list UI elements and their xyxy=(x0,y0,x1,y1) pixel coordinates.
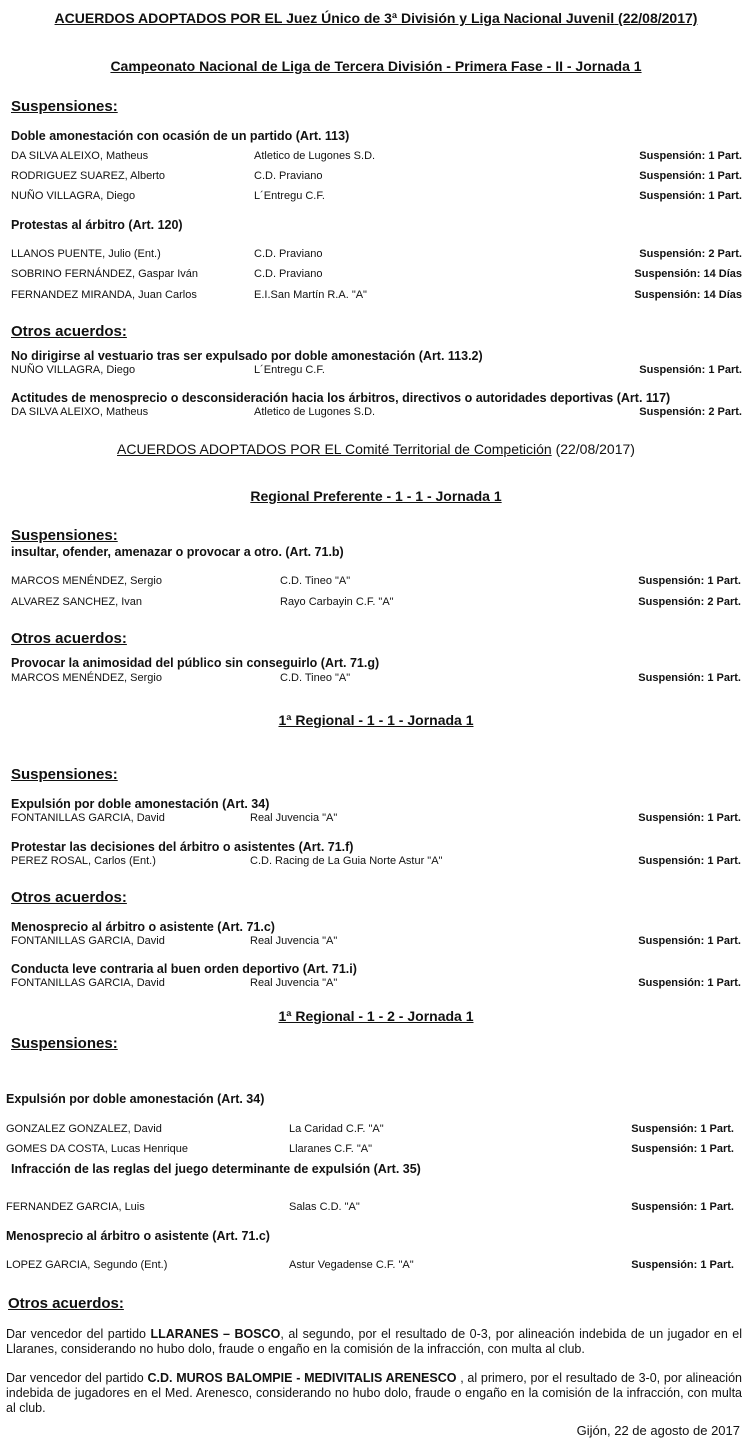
main-title-juez-date: (22/08/2017) xyxy=(618,10,698,26)
suspension-value: Suspensión: 1 Part. xyxy=(638,977,741,989)
player-name: SOBRINO FERNÁNDEZ, Gaspar Iván xyxy=(11,268,199,280)
player-name: FERNANDEZ MIRANDA, Juan Carlos xyxy=(11,289,197,301)
match-name: C.D. MUROS BALOMPIE - MEDIVITALIS ARENESCO xyxy=(147,1371,457,1385)
suspension-value: Suspensión: 1 Part. xyxy=(639,190,742,202)
team-name: Atletico de Lugones S.D. xyxy=(254,406,376,418)
main-title-comite-date: (22/08/2017) xyxy=(555,441,635,457)
resolution-text: Dar vencedor del partido xyxy=(6,1371,148,1385)
article-heading: Protestar las decisiones del árbitro o asistentes (Art. 71.f) xyxy=(11,840,354,854)
suspension-value: Suspensión: 1 Part. xyxy=(639,150,742,162)
resolution-paragraph xyxy=(6,1371,742,1416)
player-name: LLANOS PUENTE, Julio (Ent.) xyxy=(11,248,161,260)
section-otros-acuerdos: Otros acuerdos: xyxy=(11,889,127,906)
article-heading: insultar, ofender, amenazar o provocar a otro. (Art. 71.b) xyxy=(11,545,344,559)
match-name: LLARANES – BOSCO xyxy=(150,1327,281,1341)
player-name: GONZALEZ GONZALEZ, David xyxy=(6,1123,162,1135)
team-name: C.D. Praviano xyxy=(254,170,323,182)
article-heading: Expulsión por doble amonestación (Art. 34) xyxy=(11,797,270,811)
suspension-value: Suspensión: 1 Part. xyxy=(638,575,741,587)
suspension-value: Suspensión: 1 Part. xyxy=(631,1123,734,1135)
player-name: PEREZ ROSAL, Carlos (Ent.) xyxy=(11,855,156,867)
suspension-value: Suspensión: 2 Part. xyxy=(639,248,742,260)
suspension-value: Suspensión: 1 Part. xyxy=(631,1201,734,1213)
player-name: FONTANILLAS GARCIA, David xyxy=(11,812,165,824)
player-name: FONTANILLAS GARCIA, David xyxy=(11,935,165,947)
player-name: DA SILVA ALEIXO, Matheus xyxy=(11,406,149,418)
team-name: Llaranes C.F. "A" xyxy=(289,1143,373,1155)
section-suspensiones: Suspensiones: xyxy=(11,1035,118,1052)
team-name: Astur Vegadense C.F. "A" xyxy=(289,1259,414,1271)
section-suspensiones: Suspensiones: xyxy=(11,527,118,544)
player-name: MARCOS MENÉNDEZ, Sergio xyxy=(11,672,162,684)
team-name: C.D. Tineo "A" xyxy=(280,672,351,684)
suspension-value: Suspensión: 1 Part. xyxy=(631,1259,734,1271)
suspension-value: Suspensión: 1 Part. xyxy=(639,364,742,376)
article-heading: Menosprecio al árbitro o asistente (Art. 71.c) xyxy=(6,1229,270,1243)
team-name: La Caridad C.F. "A" xyxy=(289,1123,384,1135)
team-name: Real Juvencia "A" xyxy=(250,812,338,824)
article-heading: Menosprecio al árbitro o asistente (Art. 71.c) xyxy=(11,920,275,934)
article-heading: Provocar la animosidad del público sin conseguirlo (Art. 71.g) xyxy=(11,656,380,670)
player-name: NUÑO VILLAGRA, Diego xyxy=(11,364,136,376)
player-name: GOMES DA COSTA, Lucas Henrique xyxy=(6,1143,188,1155)
team-name: Real Juvencia "A" xyxy=(250,977,338,989)
team-name: C.D. Praviano xyxy=(254,248,323,260)
section-otros-acuerdos: Otros acuerdos: xyxy=(11,323,127,340)
team-name: L´Entregu C.F. xyxy=(254,364,325,376)
team-name: Rayo Carbayin C.F. "A" xyxy=(280,596,394,608)
suspension-value: Suspensión: 2 Part. xyxy=(639,406,742,418)
section-suspensiones: Suspensiones: xyxy=(11,766,118,783)
player-name: FONTANILLAS GARCIA, David xyxy=(11,977,165,989)
player-name: NUÑO VILLAGRA, Diego xyxy=(11,190,136,202)
article-heading: Conducta leve contraria al buen orden deportivo (Art. 71.i) xyxy=(11,962,357,976)
footer-date-place: Gijón, 22 de agosto de 2017 xyxy=(576,1423,740,1438)
article-heading: Actitudes de menosprecio o desconsideración hacia los árbitros, directivos o autoridades deportivas (Art. 117) xyxy=(11,391,671,405)
section-otros-acuerdos: Otros acuerdos: xyxy=(8,1295,124,1312)
player-name: RODRIGUEZ SUAREZ, Alberto xyxy=(11,170,166,182)
team-name: E.I.San Martín R.A. "A" xyxy=(254,289,367,301)
team-name: C.D. Tineo "A" xyxy=(280,575,351,587)
section-otros-acuerdos: Otros acuerdos: xyxy=(11,630,127,647)
competition-heading-regional-1-1: 1ª Regional - 1 - 1 - Jornada 1 xyxy=(278,712,474,728)
resolution-text: , al primero, por el resultado de 3-0, por alineación indebida de jugadores en el Med. Arenesco, considerando no hubo dolo, fraude o engaño en la comisión de la infracción, con multa al club. xyxy=(6,1371,742,1415)
suspension-value: Suspensión: 1 Part. xyxy=(631,1143,734,1155)
article-heading: Protestas al árbitro (Art. 120) xyxy=(11,218,183,232)
article-heading: Doble amonestación con ocasión de un partido (Art. 113) xyxy=(11,129,350,143)
main-title-comite xyxy=(0,441,752,457)
suspension-value: Suspensión: 1 Part. xyxy=(638,855,741,867)
main-title-comite-text: ACUERDOS ADOPTADOS POR EL Comité Territorial de Competición xyxy=(117,441,552,457)
team-name: Atletico de Lugones S.D. xyxy=(254,150,376,162)
player-name: LOPEZ GARCIA, Segundo (Ent.) xyxy=(6,1259,168,1271)
team-name: Real Juvencia "A" xyxy=(250,935,338,947)
team-name: C.D. Racing de La Guia Norte Astur "A" xyxy=(250,855,443,867)
article-heading: Expulsión por doble amonestación (Art. 34) xyxy=(6,1092,265,1106)
article-heading: Infracción de las reglas del juego determinante de expulsión (Art. 35) xyxy=(11,1162,421,1176)
suspension-value: Suspensión: 1 Part. xyxy=(638,935,741,947)
player-name: ALVAREZ SANCHEZ, Ivan xyxy=(11,596,143,608)
competition-heading-preferente: Regional Preferente - 1 - 1 - Jornada 1 xyxy=(250,488,502,504)
competition-heading-tercera: Campeonato Nacional de Liga de Tercera División - Primera Fase - II - Jornada 1 xyxy=(110,58,642,74)
suspension-value: Suspensión: 14 Días xyxy=(634,289,742,301)
resolution-text: Dar vencedor del partido xyxy=(6,1327,151,1341)
main-title-juez xyxy=(0,10,752,26)
competition-heading-regional-1-2: 1ª Regional - 1 - 2 - Jornada 1 xyxy=(278,1008,474,1024)
team-name: L´Entregu C.F. xyxy=(254,190,325,202)
suspension-value: Suspensión: 1 Part. xyxy=(638,672,741,684)
resolution-text: , al segundo, por el resultado de 0-3, por alineación indebida de un jugador en el Llaranes, considerando no hubo dolo, fraude o engaño en la comisión de la infracción, con multa al club. xyxy=(6,1327,743,1356)
suspension-value: Suspensión: 1 Part. xyxy=(639,170,742,182)
suspension-value: Suspensión: 1 Part. xyxy=(638,812,741,824)
resolution-paragraph xyxy=(6,1327,742,1357)
suspension-value: Suspensión: 14 Días xyxy=(634,268,742,280)
main-title-juez-text: ACUERDOS ADOPTADOS POR EL Juez Único de 3ª División y Liga Nacional Juvenil xyxy=(54,10,615,26)
player-name: FERNANDEZ GARCIA, Luis xyxy=(6,1201,145,1213)
suspension-value: Suspensión: 2 Part. xyxy=(638,596,741,608)
team-name: C.D. Praviano xyxy=(254,268,323,280)
player-name: DA SILVA ALEIXO, Matheus xyxy=(11,150,149,162)
section-suspensiones: Suspensiones: xyxy=(11,98,118,115)
team-name: Salas C.D. "A" xyxy=(289,1201,360,1213)
article-heading: No dirigirse al vestuario tras ser expulsado por doble amonestación (Art. 113.2) xyxy=(11,349,483,363)
player-name: MARCOS MENÉNDEZ, Sergio xyxy=(11,575,162,587)
